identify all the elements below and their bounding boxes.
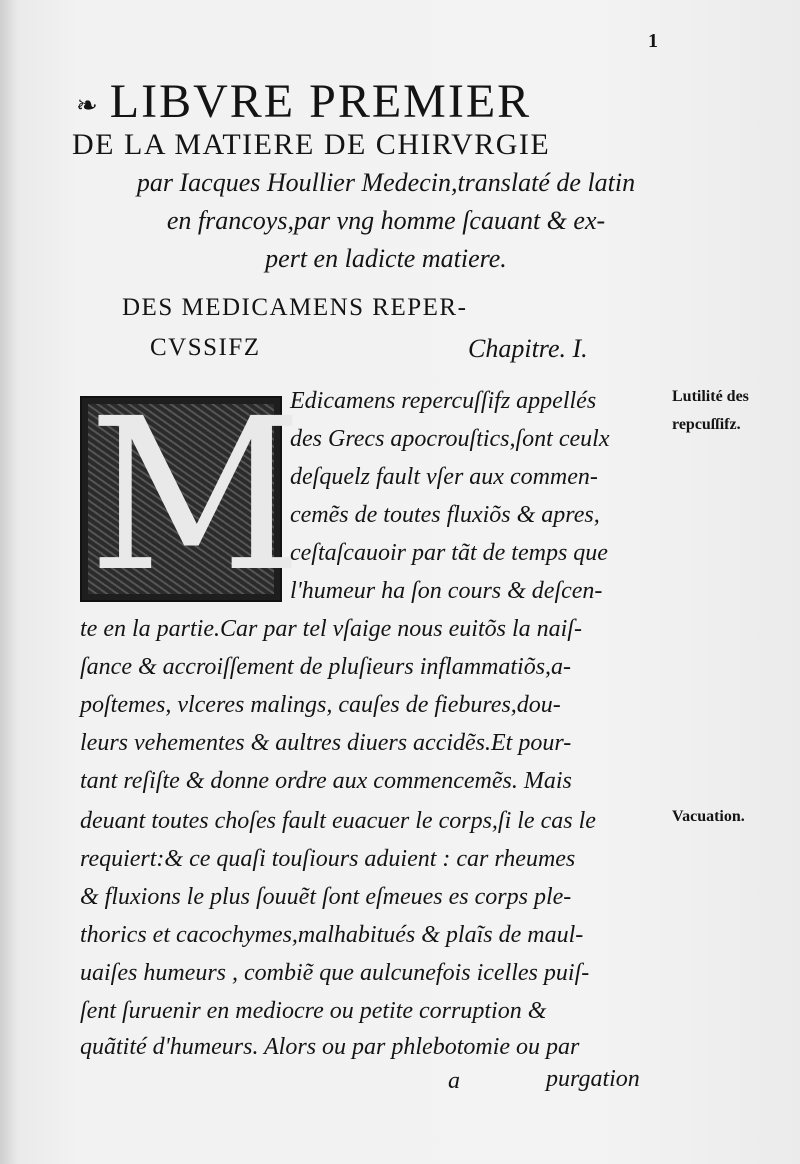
body-line: tant reſiſte & donne ordre aux commencemẽs. Mais <box>80 768 572 794</box>
body-line: requiert:& ce quaſi touſiours aduient : car rheumes <box>80 846 576 872</box>
body-line: cemẽs de toutes fluxiõs & apres, <box>290 502 600 528</box>
body-line: des Grecs apocrouſtics,ſont ceulx <box>290 426 610 452</box>
drop-cap-letter: M <box>88 373 304 618</box>
body-line: & fluxions le plus ſouuẽt ſont eſmeues es corps ple- <box>80 884 572 910</box>
fleuron-ornament-icon: ❧ <box>76 90 100 120</box>
body-line: quãtité d'humeurs. Alors ou par phlebotomie ou par <box>80 1034 580 1060</box>
body-line: thorics et cacochymes,malhabitués & plaĩs de maul- <box>80 922 584 948</box>
body-line: deſquelz fault vſer aux commen- <box>290 464 598 490</box>
chapter-heading-line-1: DES MEDICAMENS REPER- <box>122 294 468 321</box>
gutter-shadow <box>0 0 18 1164</box>
title-line-3: pert en ladicte matiere. <box>265 244 507 273</box>
book-title <box>76 76 676 132</box>
body-line: te en la partie.Car par tel vſaige nous euitõs la naiſ- <box>80 616 582 642</box>
margin-note-evacuation: Vacuation. <box>672 808 745 825</box>
body-line: ceſtaſcauoir par tãt de temps que <box>290 540 608 566</box>
body-line: ſance & accroiſſement de pluſieurs inflammatiõs,a- <box>80 654 572 680</box>
signature-mark: a <box>448 1068 460 1094</box>
title-line-1: par Iacques Houllier Medecin,translaté de latin <box>136 168 636 197</box>
page-number: 1 <box>648 30 658 52</box>
chapter-label: Chapitre. I. <box>468 334 588 363</box>
body-line: leurs vehementes & aultres diuers accidẽs.Et pour- <box>80 730 572 756</box>
catchword: purgation <box>546 1066 640 1092</box>
title-line-2: en francoys,par vng homme ſcauant & ex- <box>166 206 606 235</box>
body-line: ſent ſuruenir en mediocre ou petite corruption & <box>80 998 547 1024</box>
margin-note-repercussive: repcuſſifz. <box>672 416 741 433</box>
book-title-text: LIBVRE PREMIER <box>109 75 532 128</box>
body-line: uaiſes humeurs , combiẽ que aulcunefois icelles puiſ- <box>80 960 590 986</box>
chapter-heading-line-2: CVSSIFZ <box>150 334 261 361</box>
body-line: deuant toutes choſes fault euacuer le corps,ſi le cas le <box>80 808 596 834</box>
book-subtitle: DE LA MATIERE DE CHIRVRGIE <box>72 128 551 161</box>
drop-cap-illustration <box>88 373 304 618</box>
body-line: Edicamens repercuſſifz appellés <box>290 388 597 414</box>
drop-cap-woodcut <box>80 373 304 618</box>
body-line: l'humeur ha ſon cours & deſcen- <box>290 578 603 604</box>
margin-note-utility: Lutilité des <box>672 388 749 405</box>
body-line: poſtemes, vlceres malings, cauſes de fiebures,dou- <box>80 692 561 718</box>
